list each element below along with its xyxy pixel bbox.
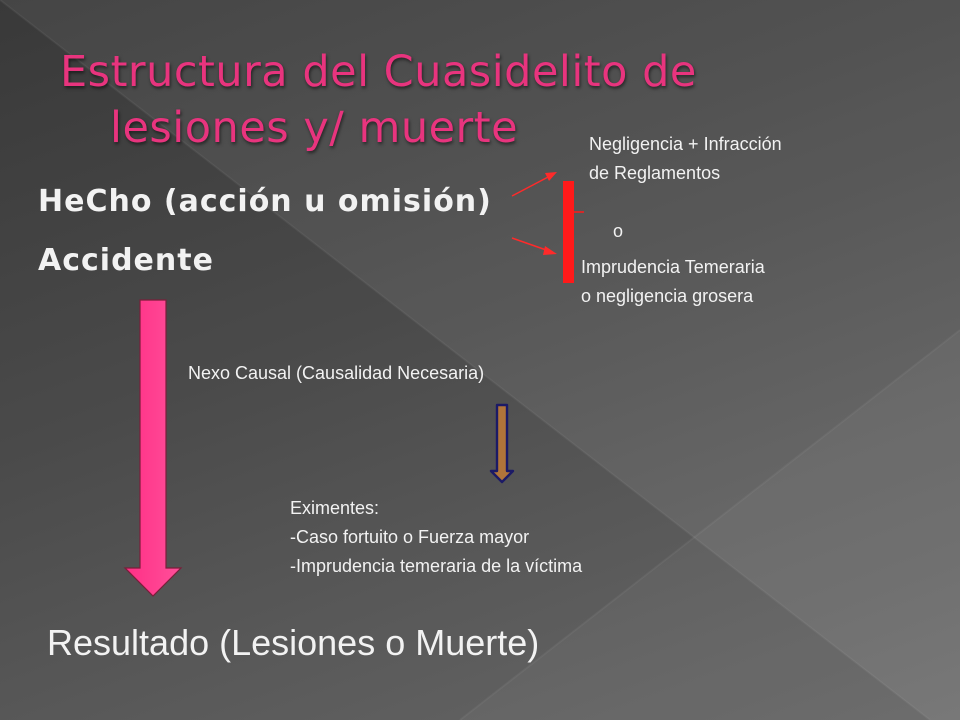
small-down-arrow bbox=[491, 405, 513, 482]
eximentes-block bbox=[290, 494, 582, 581]
branch-negligencia bbox=[589, 130, 782, 188]
imprudencia-line-2: o negligencia grosera bbox=[581, 286, 754, 306]
pointer-arrow-upper bbox=[512, 172, 557, 196]
imprudencia-line-1: Imprudencia Temeraria bbox=[581, 257, 765, 277]
eximentes-item: -Imprudencia temeraria de la víctima bbox=[290, 556, 583, 576]
title-line-2: lesiones y/ muerte bbox=[110, 103, 519, 153]
nexo-causal-label: Nexo Causal (Causalidad Necesaria) bbox=[188, 363, 485, 383]
title-line-1: Estructura del Cuasidelito de bbox=[60, 47, 697, 97]
branch-imprudencia bbox=[581, 253, 765, 311]
eximentes-heading: Eximentes: bbox=[290, 498, 380, 518]
pointer-arrow-lower bbox=[512, 238, 557, 255]
negligencia-line-2: de Reglamentos bbox=[589, 163, 721, 183]
accidente-label: Accidente bbox=[38, 243, 214, 278]
pink-down-arrow bbox=[125, 300, 181, 596]
resultado-label: Resultado (Lesiones o Muerte) bbox=[47, 622, 540, 663]
branch-separator: o bbox=[613, 221, 624, 241]
negligencia-line-1: Negligencia + Infracción bbox=[589, 134, 782, 154]
eximentes-item: -Caso fortuito o Fuerza mayor bbox=[290, 527, 530, 547]
hecho-label: HeCho (acción u omisión) bbox=[38, 184, 492, 219]
